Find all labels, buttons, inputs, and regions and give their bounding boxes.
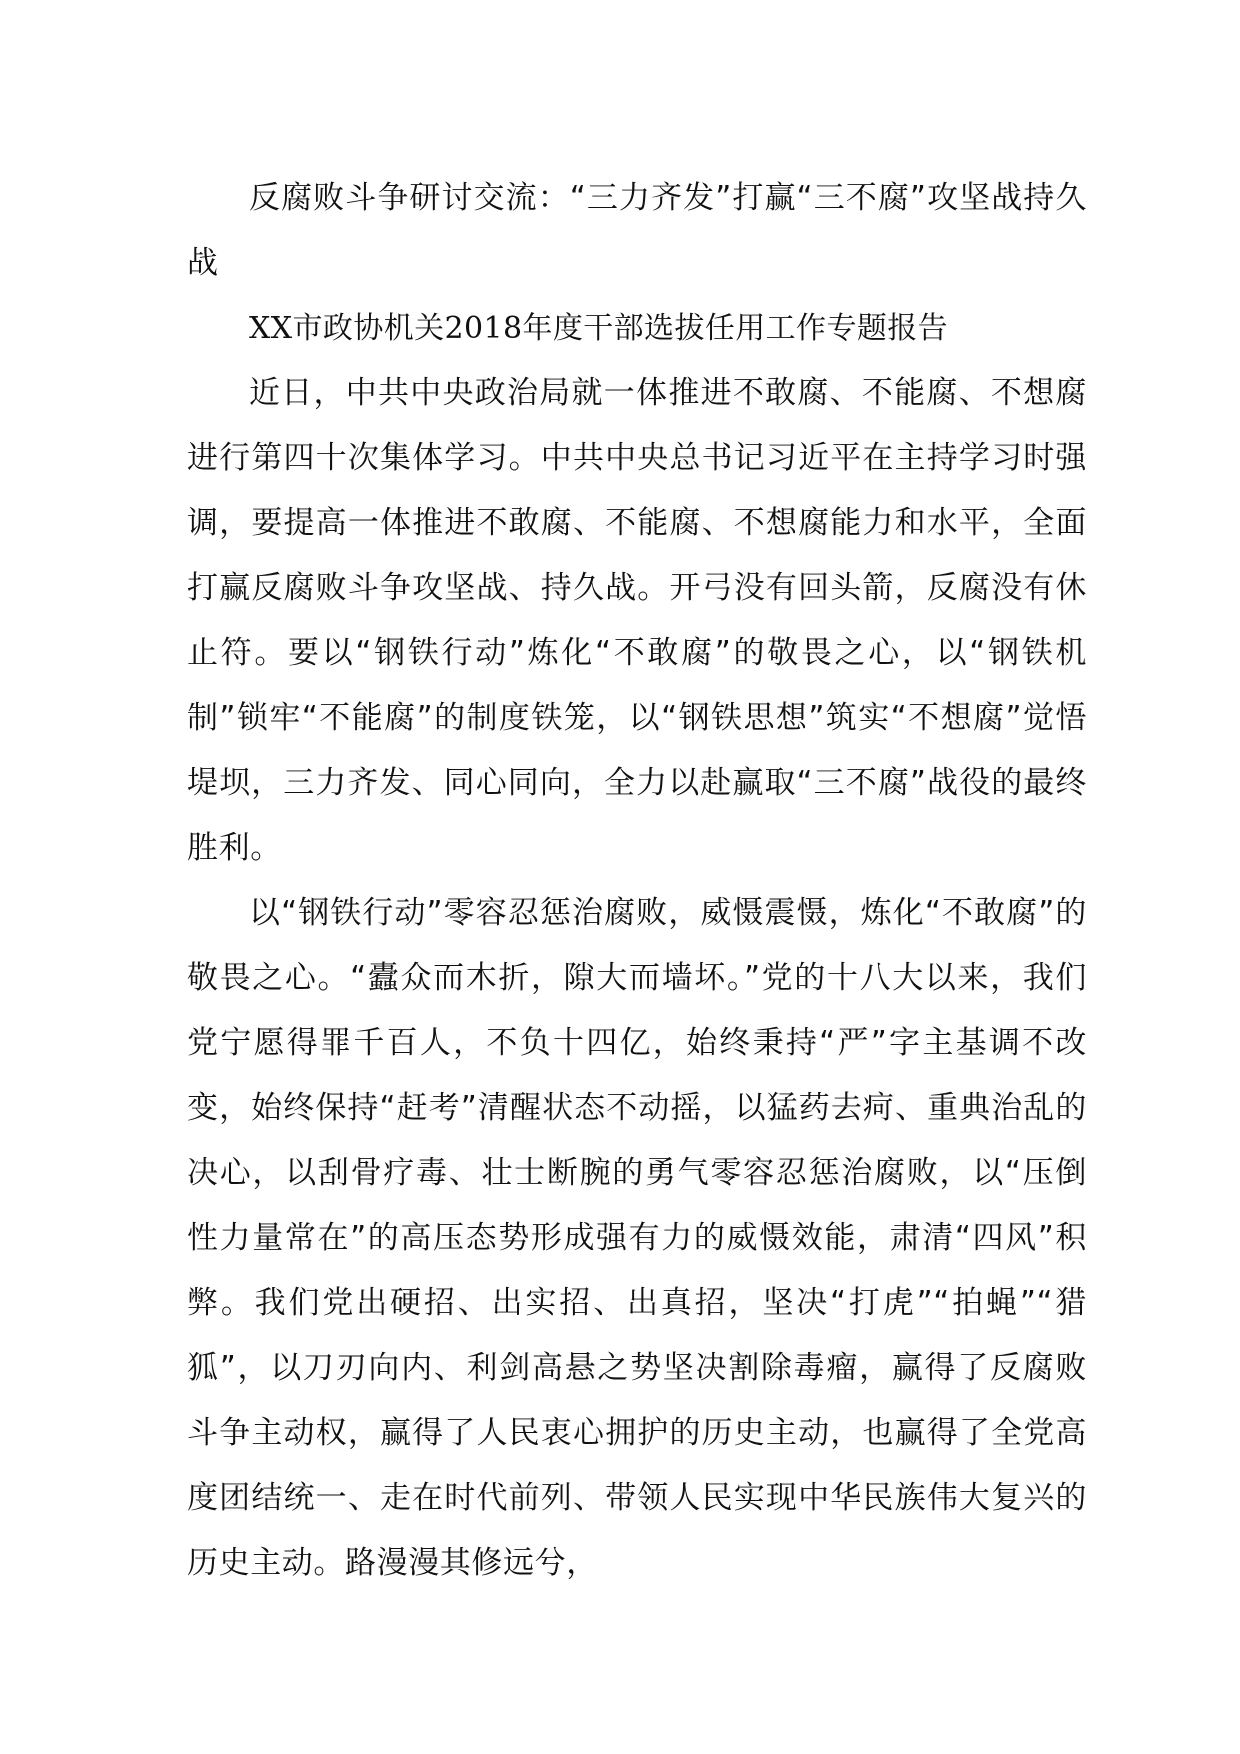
document-body <box>187 166 1087 1596</box>
document-title: 反腐败斗争研讨交流：“三力齐发”打赢“三不腐”攻坚战持久战 <box>187 180 1087 281</box>
paragraph-2: 以“钢铁行动”零容忍惩治腐败，威慑震慑，炼化“不敢腐”的敬畏之心。“蠹众而木折，隙大而墙坏。”党的十八大以来，我们党宁愿得罪千百人，不负十四亿，始终秉持“严”字主基调不改变，始终保持“赶考”清醒状态不动摇，以猛药去疴、重典治乱的决心，以刮骨疗毒、壮士断腕的勇气零容忍惩治腐败，以“压倒性力量常在”的高压态势形成强有力的威慑效能，肃清“四风”积弊。我们党出硬招、出实招、出真招，坚决“打虎”“拍蝇”“猎狐”，以刀刃向内、利剑高悬之势坚决割除毒瘤，赢得了反腐败斗争主动权，赢得了人民衷心拥护的历史主动，也赢得了全党高度团结统一、走在时代前列、带领人民实现中华民族伟大复兴的历史主动。路漫漫其修远兮， <box>187 895 1087 1581</box>
document-subtitle: XX市政协机关2018年度干部选拔任用工作专题报告 <box>249 311 949 346</box>
paragraph-1: 近日，中共中央政治局就一体推进不敢腐、不能腐、不想腐进行第四十次集体学习。中共中央总书记习近平在主持学习时强调，要提高一体推进不敢腐、不能腐、不想腐能力和水平，全面打赢反腐败斗争攻坚战、持久战。开弓没有回头箭，反腐没有休止符。要以“钢铁行动”炼化“不敢腐”的敬畏之心，以“钢铁机制”锁牢“不能腐”的制度铁笼，以“钢铁思想”筑实“不想腐”觉悟堤坝，三力齐发、同心同向，全力以赴赢取“三不腐”战役的最终胜利。 <box>187 375 1087 866</box>
